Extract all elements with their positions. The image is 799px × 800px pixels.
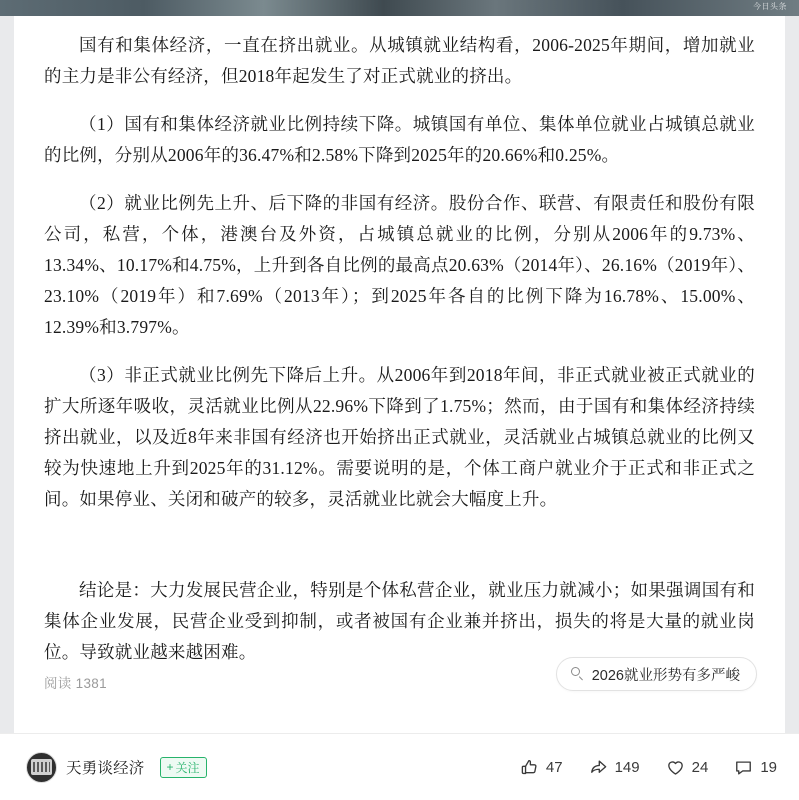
share-action[interactable]: [589, 758, 640, 777]
paragraph-point-2: （2）就业比例先上升、后下降的非国有经济。股份合作、联营、有限责任和股份有限公司，私营，个体，港澳台及外资，占城镇总就业的比例，分别从2006年的9.73%、13.34%、10.17%和4.75%，上升到各自比例的最高点20.63%（2014年）、26.16%（2019年）、23.10%（2019年）和7.69%（2013年）；到2025年各自的比例下降为16.78%、15.00%、12.39%和3.797%。: [44, 193, 755, 337]
heart-icon: [666, 758, 685, 777]
author-block[interactable]: [26, 752, 207, 783]
comment-count: 19: [760, 758, 777, 776]
like-count: 47: [545, 758, 563, 776]
comment-icon: [734, 758, 753, 777]
thumbs-up-icon: [520, 758, 539, 777]
author-name[interactable]: 天勇谈经济: [66, 760, 145, 777]
page-left-rail: [0, 16, 14, 733]
paragraph-conclusion: 结论是：大力发展民营企业，特别是个体私营企业，就业压力就减小；如果强调国有和集体企业发展，民营企业受到抑制，或者被国有企业兼并挤出，损失的将是大量的就业岗位。导致就业越来越困难。: [44, 580, 755, 662]
related-search-text: 2026就业形势有多严峻: [591, 667, 740, 684]
comment-action[interactable]: [734, 758, 777, 777]
follow-button[interactable]: [160, 757, 207, 778]
avatar[interactable]: [26, 752, 57, 783]
plus-icon: +: [166, 760, 174, 774]
follow-button-label: 关注: [175, 760, 200, 775]
paragraph-intro: 国有和集体经济，一直在挤出就业。从城镇就业结构看，2006-2025年期间，增加就业的主力是非公有经济，但2018年起发生了对正式就业的挤出。: [44, 35, 755, 86]
share-icon: [589, 758, 608, 777]
watermark-label: 今日头条: [753, 2, 787, 11]
favorite-count: 24: [691, 758, 709, 776]
article-body: [14, 16, 785, 733]
related-search-chip[interactable]: [556, 657, 757, 691]
read-count-label: 阅读 1381: [44, 676, 107, 691]
article-footer-bar: [0, 733, 799, 800]
search-icon: [571, 667, 585, 681]
like-action[interactable]: [520, 758, 563, 777]
page-right-rail: [785, 16, 799, 733]
favorite-action[interactable]: [666, 758, 709, 777]
top-image-sliver: [0, 0, 799, 16]
share-count: 149: [614, 758, 640, 776]
action-bar: [520, 758, 777, 777]
paragraph-point-3: （3）非正式就业比例先下降后上升。从2006年到2018年间，非正式就业被正式就业的扩大所逐年吸收，灵活就业比例从22.96%下降到了1.75%；然而，由于国有和集体经济持续挤出就业，以及近8年来非国有经济也开始挤出正式就业，灵活就业占城镇总就业的比例又较为快速地上升到2025年的31.12%。需要说明的是，个体工商户就业介于正式和非正式之间。如果停业、关闭和破产的较多，灵活就业比就会大幅度上升。: [44, 365, 755, 509]
paragraph-point-1: （1）国有和集体经济就业比例持续下降。城镇国有单位、集体单位就业占城镇总就业的比例，分别从2006年的36.47%和2.58%下降到2025年的20.66%和0.25%。: [44, 114, 755, 165]
